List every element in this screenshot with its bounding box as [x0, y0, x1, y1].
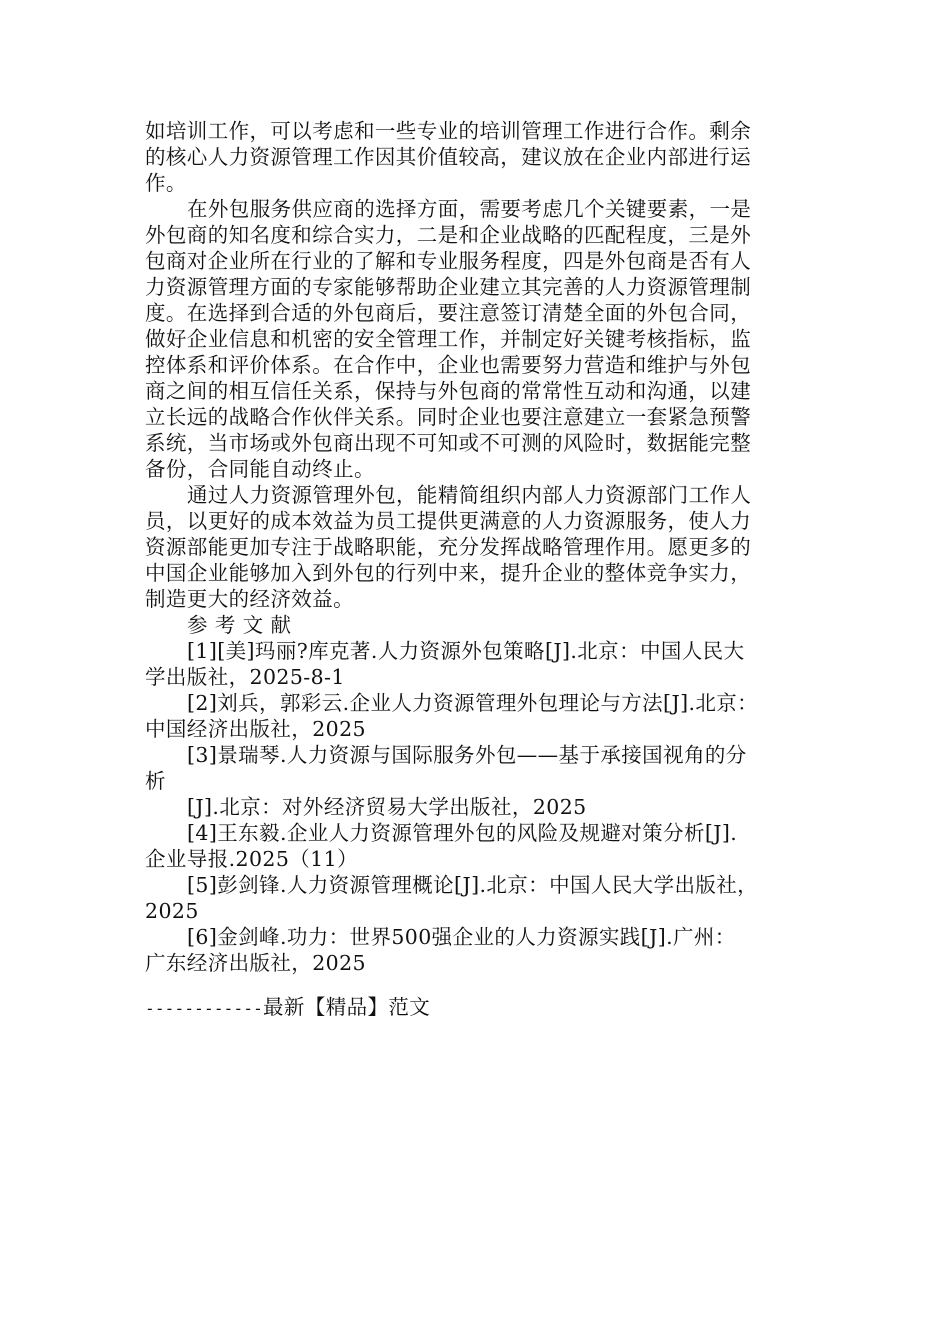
text-line: 如培训工作，可以考虑和一些专业的培训管理工作进行合作。剩余 [145, 119, 752, 143]
reference-line: [5]彭剑锋.人力资源管理概论[J].北京：中国人民大学出版社， [187, 873, 759, 897]
reference-line: 2025 [145, 899, 199, 923]
reference-line: [1][美]玛丽?库克著.人力资源外包策略[J].北京：中国人民大 [187, 639, 745, 663]
reference-line: [J].北京：对外经济贸易大学出版社，2025 [187, 795, 587, 819]
footer-dashes: ------------ [145, 999, 263, 1018]
text-line: 员，以更好的成本效益为员工提供更满意的人力资源服务，使人力 [145, 509, 752, 533]
document-body [145, 118, 803, 976]
reference-line: [6]金剑峰.功力：世界500强企业的人力资源实践[J].广州： [187, 925, 736, 949]
text-line: 做好企业信息和机密的安全管理工作，并制定好关键考核指标，监 [145, 327, 752, 351]
text-line: 的核心人力资源管理工作因其价值较高，建议放在企业内部进行运 [145, 145, 752, 169]
reference-item [145, 820, 803, 872]
reference-line: [3]景瑞琴.人力资源与国际服务外包——基于承接国视角的分 [187, 743, 747, 767]
paragraph-3 [145, 482, 803, 612]
text-line: 通过人力资源管理外包，能精简组织内部人力资源部门工作人 [187, 483, 752, 507]
reference-item [145, 872, 803, 924]
reference-line: 析 [145, 769, 166, 793]
text-line: 商之间的相互信任关系，保持与外包商的常常性互动和沟通，以建 [145, 379, 752, 403]
text-line: 力资源管理方面的专家能够帮助企业建立其完善的人力资源管理制 [145, 275, 752, 299]
reference-item [145, 742, 803, 794]
footer-text: 最新【精品】范文 [263, 995, 431, 1019]
text-line: 系统，当市场或外包商出现不可知或不可测的风险时，数据能完整 [145, 431, 752, 455]
text-line: 在外包服务供应商的选择方面，需要考虑几个关键要素，一是 [187, 197, 752, 221]
text-line: 度。在选择到合适的外包商后，要注意签订清楚全面的外包合同， [145, 301, 752, 325]
reference-list [145, 638, 803, 976]
text-line: 立长远的战略合作伙伴关系。同时企业也要注意建立一套紧急预警 [145, 405, 752, 429]
reference-item [145, 638, 803, 690]
reference-item [145, 924, 803, 976]
text-line: 作。 [145, 171, 187, 195]
reference-line: 企业导报.2025（11） [145, 847, 358, 871]
text-line: 资源部能更加专注于战略职能，充分发挥战略管理作用。愿更多的 [145, 535, 752, 559]
page-footer [145, 994, 430, 1022]
text-line: 制造更大的经济效益。 [145, 587, 354, 611]
reference-line: [4]王东毅.企业人力资源管理外包的风险及规避对策分析[J]. [187, 821, 738, 845]
reference-line: [2]刘兵，郭彩云.企业人力资源管理外包理论与方法[J].北京： [187, 691, 759, 715]
paragraph-1 [145, 118, 803, 196]
reference-line: 学出版社，2025-8-1 [145, 665, 345, 689]
reference-line: 广东经济出版社，2025 [145, 951, 366, 975]
paragraph-2 [145, 196, 803, 482]
reference-item [145, 794, 803, 820]
text-line: 中国企业能够加入到外包的行列中来，提升企业的整体竞争实力， [145, 561, 752, 585]
text-line: 控体系和评价体系。在合作中，企业也需要努力营造和维护与外包 [145, 353, 752, 377]
text-line: 备份，合同能自动终止。 [145, 457, 375, 481]
text-line: 包商对企业所在行业的了解和专业服务程度，四是外包商是否有人 [145, 249, 752, 273]
references-heading: 参 考 文 献 [187, 613, 292, 637]
reference-item [145, 690, 803, 742]
text-line: 外包商的知名度和综合实力，二是和企业战略的匹配程度，三是外 [145, 223, 752, 247]
reference-line: 中国经济出版社，2025 [145, 717, 366, 741]
